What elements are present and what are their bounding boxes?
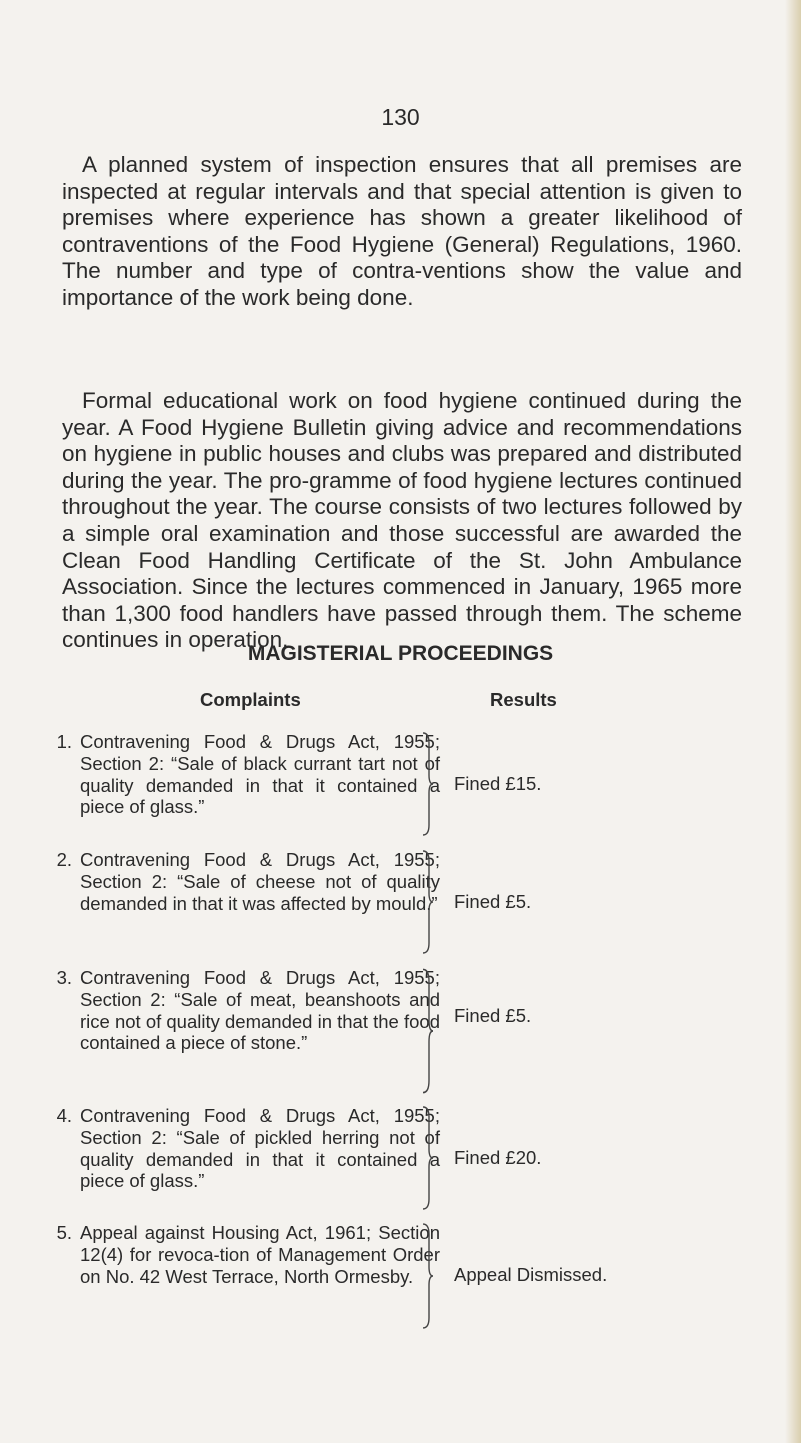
page-edge-shading — [785, 0, 801, 1443]
brace-icon — [420, 1222, 434, 1330]
case-number: 3. — [56, 967, 72, 988]
column-header-complaints: Complaints — [200, 689, 301, 710]
case-result: Fined £5. — [454, 1005, 532, 1026]
column-header-results: Results — [490, 689, 557, 710]
case-complaint: Appeal against Housing Act, 1961; Section 12(4) for revoca-tion of Management Order on No. 42 West Terrace, North Ormesby. — [80, 1222, 440, 1287]
case-number: 1. — [56, 731, 72, 752]
case-complaint: Contravening Food & Drugs Act, 1955; Section 2: “Sale of black currant tart not of quality demanded in that it contained a piece of glass.” — [80, 731, 440, 818]
case-complaint: Contravening Food & Drugs Act, 1955; Section 2: “Sale of pickled herring not of quality demanded in that it contained a piece of glass.” — [80, 1105, 440, 1192]
case-number: 2. — [56, 849, 72, 870]
case-result: Fined £20. — [454, 1147, 542, 1168]
brace-icon — [420, 731, 434, 837]
case-complaint: Contravening Food & Drugs Act, 1955; Section 2: “Sale of meat, beanshoots and rice not of quality demanded in that the food contained a piece of stone.” — [80, 967, 440, 1054]
case-result: Fined £15. — [454, 773, 542, 794]
case-number: 4. — [56, 1105, 72, 1126]
brace-icon — [420, 1105, 434, 1211]
page-number: 130 — [381, 104, 420, 130]
case-result: Fined £5. — [454, 891, 532, 912]
paragraph-education: Formal educational work on food hygiene continued during the year. A Food Hygiene Bulletin giving advice and recommendations on hygiene in public houses and clubs was prepared and distributed during the year. The pro-gramme of food hygiene lectures continued throughout the year. The course consists of two lectures followed by a simple oral examination and those successful are awarded the Clean Food Handling Certificate of the St. John Ambulance Association. Since the lectures commenced in January, 1965 more than 1,300 food handlers have passed through them. The scheme continues in operation. — [62, 388, 742, 653]
paragraph-inspection: A planned system of inspection ensures that all premises are inspected at regular intervals and that special attention is given to premises where experience has shown a greater likelihood of contraventions of the Food Hygiene (General) Regulations, 1960. The number and type of contra-ventions show the value and importance of the work being done. — [62, 152, 742, 310]
case-complaint: Contravening Food & Drugs Act, 1955; Section 2: “Sale of cheese not of quality demanded in that it was affected by mould.” — [80, 849, 440, 914]
case-number: 5. — [56, 1222, 72, 1243]
brace-icon — [420, 849, 434, 955]
brace-icon — [420, 967, 434, 1095]
section-heading: MAGISTERIAL PROCEEDINGS — [247, 642, 554, 665]
case-result: Appeal Dismissed. — [454, 1264, 608, 1285]
